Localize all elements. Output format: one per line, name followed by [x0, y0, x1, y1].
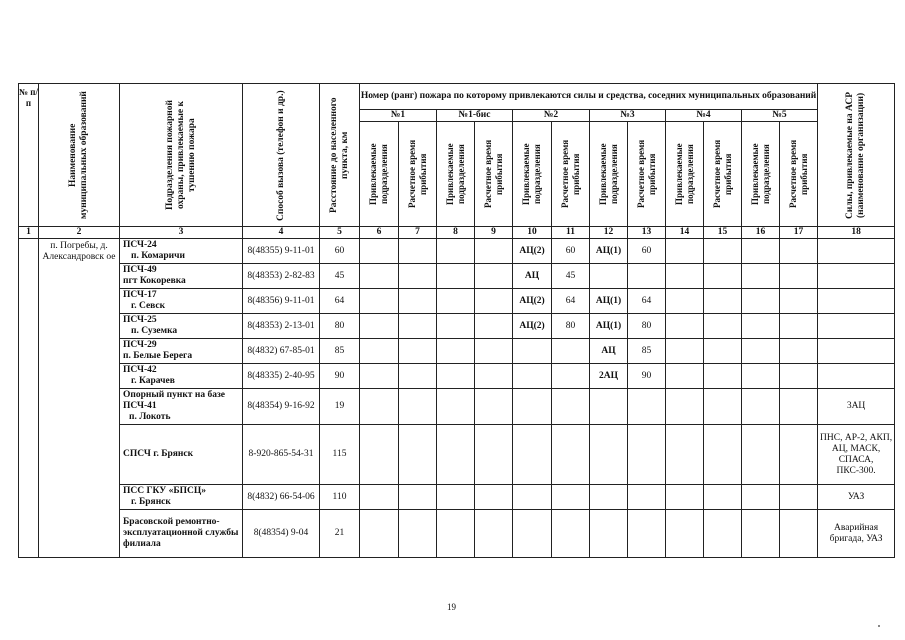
call-method-cell: 8(48356) 9-11-01 — [243, 289, 320, 314]
header-call-method: Способ вызова (телефон и др.) — [243, 84, 320, 227]
sub-time-1: Расчетное время прибытия — [399, 122, 437, 227]
rank1-units-cell — [360, 314, 399, 339]
rank-2: №2 — [513, 110, 590, 122]
rank3-time-cell: 80 — [628, 314, 666, 339]
rank4-units-cell — [666, 239, 704, 264]
rank3-units-cell — [590, 389, 628, 425]
rank3-time-cell: 85 — [628, 339, 666, 364]
rank5-time-cell — [780, 425, 818, 485]
sub-units-5: Привлекаемые подразделения — [742, 122, 780, 227]
rank3-units-cell: АЦ(1) — [590, 289, 628, 314]
sub-time-1bis: Расчетное время прибытия — [475, 122, 513, 227]
rank1-time-cell — [399, 289, 437, 314]
distance-cell: 80 — [320, 314, 360, 339]
unit-location: г. Карачев — [131, 376, 175, 386]
rank2-units-cell — [513, 425, 552, 485]
rank1bis-units-cell — [437, 314, 475, 339]
rank1bis-time-cell — [475, 289, 513, 314]
rank1-units-cell — [360, 289, 399, 314]
rank5-time-cell — [780, 339, 818, 364]
rank4-units-cell — [666, 339, 704, 364]
unit-name: ПСС ГКУ «БПСЦ» — [123, 486, 206, 496]
rank1-units-cell — [360, 425, 399, 485]
rank1bis-units-cell — [437, 339, 475, 364]
table-row — [19, 314, 895, 339]
rank1bis-time-cell — [475, 485, 513, 510]
rank2-units-cell: АЦ(2) — [513, 314, 552, 339]
header-rank-title: Номер (ранг) пожара по которому привлекаются силы и средства, соседних муниципальных образований — [360, 84, 818, 110]
table-row — [19, 339, 895, 364]
rank1-time-cell — [399, 510, 437, 558]
rank1-time-cell — [399, 425, 437, 485]
rank2-time-cell — [552, 485, 590, 510]
rank5-units-cell — [742, 425, 780, 485]
table-row — [19, 264, 895, 289]
rank3-units-cell: 2АЦ — [590, 364, 628, 389]
rank1bis-time-cell — [475, 364, 513, 389]
rank3-units-cell: АЦ(1) — [590, 314, 628, 339]
asr-forces-cell — [818, 264, 895, 289]
table-row — [19, 364, 895, 389]
col-num: 7 — [399, 227, 437, 239]
rank4-units-cell — [666, 314, 704, 339]
table-row — [19, 239, 895, 264]
rank4-time-cell — [704, 289, 742, 314]
rank1bis-units-cell — [437, 264, 475, 289]
rank4-time-cell — [704, 485, 742, 510]
rank-4: №4 — [666, 110, 742, 122]
distance-cell: 19 — [320, 389, 360, 425]
unit-location: п. Локоть — [129, 412, 171, 422]
rank4-time-cell — [704, 425, 742, 485]
rank1bis-time-cell — [475, 389, 513, 425]
unit-cell — [120, 425, 243, 485]
call-method-cell: 8(48335) 2-40-95 — [243, 364, 320, 389]
rank2-units-cell — [513, 389, 552, 425]
rank5-units-cell — [742, 264, 780, 289]
sub-units-4: Привлекаемые подразделения — [666, 122, 704, 227]
rank4-units-cell — [666, 389, 704, 425]
rank5-time-cell — [780, 289, 818, 314]
rank1-units-cell — [360, 389, 399, 425]
rank5-time-cell — [780, 389, 818, 425]
rank4-time-cell — [704, 314, 742, 339]
rank1-units-cell — [360, 339, 399, 364]
col-num: 12 — [590, 227, 628, 239]
asr-forces-cell — [818, 239, 895, 264]
row-number-cell — [19, 239, 39, 558]
unit-cell — [120, 264, 243, 289]
rank-3: №3 — [590, 110, 666, 122]
rank2-time-cell — [552, 389, 590, 425]
rank1-units-cell — [360, 239, 399, 264]
rank1-time-cell — [399, 239, 437, 264]
col-num: 1 — [19, 227, 39, 239]
header-n: № п/п — [19, 84, 39, 227]
asr-forces-cell — [818, 339, 895, 364]
unit-cell — [120, 314, 243, 339]
rank1bis-units-cell — [437, 289, 475, 314]
distance-cell: 64 — [320, 289, 360, 314]
distance-cell: 21 — [320, 510, 360, 558]
sub-units-2: Привлекаемые подразделения — [513, 122, 552, 227]
call-method-cell: 8(48355) 9-11-01 — [243, 239, 320, 264]
call-method-cell: 8-920-865-54-31 — [243, 425, 320, 485]
unit-name: ПСЧ-42 — [123, 365, 157, 375]
distance-cell: 110 — [320, 485, 360, 510]
rank-1-bis: №1-бис — [437, 110, 513, 122]
rank1bis-units-cell — [437, 485, 475, 510]
rank3-time-cell — [628, 264, 666, 289]
rank4-units-cell — [666, 364, 704, 389]
rank1bis-time-cell — [475, 510, 513, 558]
rank4-time-cell — [704, 389, 742, 425]
rank1bis-units-cell — [437, 510, 475, 558]
col-num: 18 — [818, 227, 895, 239]
rank1bis-units-cell — [437, 239, 475, 264]
asr-forces-cell — [818, 289, 895, 314]
rank5-units-cell — [742, 289, 780, 314]
unit-name: Брасовской ремонтно-эксплуатационной службы филиала — [123, 517, 239, 549]
unit-name: Опорный пункт на базе ПСЧ-41 — [123, 390, 225, 411]
col-num: 8 — [437, 227, 475, 239]
rank2-time-cell — [552, 339, 590, 364]
rank5-units-cell — [742, 314, 780, 339]
rank1-units-cell — [360, 364, 399, 389]
unit-cell — [120, 389, 243, 425]
rank5-time-cell — [780, 364, 818, 389]
unit-cell — [120, 485, 243, 510]
col-num: 3 — [120, 227, 243, 239]
scan-speck — [878, 625, 880, 627]
rank2-time-cell: 60 — [552, 239, 590, 264]
table-row — [19, 389, 895, 425]
rank5-time-cell — [780, 485, 818, 510]
rank-1: №1 — [360, 110, 437, 122]
table-row — [19, 425, 895, 485]
rank4-time-cell — [704, 510, 742, 558]
rank3-units-cell — [590, 425, 628, 485]
rank4-units-cell — [666, 425, 704, 485]
distance-cell: 90 — [320, 364, 360, 389]
rank5-units-cell — [742, 364, 780, 389]
rank2-time-cell: 80 — [552, 314, 590, 339]
call-method-cell: 8(48354) 9-04 — [243, 510, 320, 558]
rank3-units-cell — [590, 485, 628, 510]
rank1bis-units-cell — [437, 389, 475, 425]
unit-name: ПСЧ-17 — [123, 290, 157, 300]
rank2-units-cell: АЦ — [513, 264, 552, 289]
unit-location: г. Брянск — [131, 497, 171, 507]
col-num: 6 — [360, 227, 399, 239]
rank1-time-cell — [399, 339, 437, 364]
rank1bis-time-cell — [475, 239, 513, 264]
distance-cell: 85 — [320, 339, 360, 364]
col-num: 15 — [704, 227, 742, 239]
rank5-units-cell — [742, 389, 780, 425]
rank4-time-cell — [704, 264, 742, 289]
rank4-units-cell — [666, 485, 704, 510]
unit-name: ПСЧ-24 — [123, 240, 157, 250]
sub-units-3: Привлекаемые подразделения — [590, 122, 628, 227]
rank3-time-cell — [628, 425, 666, 485]
rank4-units-cell — [666, 289, 704, 314]
rank1bis-time-cell — [475, 314, 513, 339]
col-num: 2 — [39, 227, 120, 239]
col-num: 16 — [742, 227, 780, 239]
col-num: 11 — [552, 227, 590, 239]
call-method-cell: 8(48353) 2-13-01 — [243, 314, 320, 339]
rank3-units-cell — [590, 264, 628, 289]
asr-forces-cell: ПНС, АР-2, АКП, АЦ, МАСК, СПАСА, ПКС-300. — [818, 425, 895, 485]
rank1bis-time-cell — [475, 339, 513, 364]
rank3-time-cell: 64 — [628, 289, 666, 314]
rank3-time-cell: 90 — [628, 364, 666, 389]
rank1-units-cell — [360, 510, 399, 558]
unit-cell — [120, 289, 243, 314]
unit-location: п. Белые Берега — [123, 351, 193, 361]
unit-name: ПСЧ-25 — [123, 315, 157, 325]
rank4-time-cell — [704, 339, 742, 364]
col-num: 17 — [780, 227, 818, 239]
rank4-units-cell — [666, 264, 704, 289]
rank4-units-cell — [666, 510, 704, 558]
asr-forces-cell: 3АЦ — [818, 389, 895, 425]
rank2-units-cell — [513, 510, 552, 558]
rank2-time-cell — [552, 364, 590, 389]
rank1-units-cell — [360, 485, 399, 510]
unit-location: пгт Кокоревка — [123, 276, 186, 286]
rank3-units-cell: АЦ — [590, 339, 628, 364]
rank1-time-cell — [399, 485, 437, 510]
rank1-time-cell — [399, 389, 437, 425]
fire-forces-table — [18, 83, 895, 558]
col-num: 4 — [243, 227, 320, 239]
rank4-time-cell — [704, 364, 742, 389]
rank3-time-cell — [628, 389, 666, 425]
unit-name: ПСЧ-29 — [123, 340, 157, 350]
rank2-time-cell — [552, 510, 590, 558]
col-num: 10 — [513, 227, 552, 239]
distance-cell: 60 — [320, 239, 360, 264]
asr-forces-cell — [818, 364, 895, 389]
rank2-units-cell — [513, 485, 552, 510]
rank5-units-cell — [742, 485, 780, 510]
sub-time-5: Расчетное время прибытия — [780, 122, 818, 227]
rank-5: №5 — [742, 110, 818, 122]
rank3-time-cell: 60 — [628, 239, 666, 264]
rank1bis-time-cell — [475, 425, 513, 485]
col-num: 14 — [666, 227, 704, 239]
call-method-cell: 8(48354) 9-16-92 — [243, 389, 320, 425]
sub-time-3: Расчетное время прибытия — [628, 122, 666, 227]
unit-name: ПСЧ-49 — [123, 265, 157, 275]
col-num: 9 — [475, 227, 513, 239]
rank4-time-cell — [704, 239, 742, 264]
unit-location: г. Севск — [131, 301, 166, 311]
unit-location: п. Комаричи — [131, 251, 185, 261]
rank1-time-cell — [399, 314, 437, 339]
rank1-time-cell — [399, 264, 437, 289]
rank5-units-cell — [742, 239, 780, 264]
rank5-time-cell — [780, 239, 818, 264]
rank1bis-units-cell — [437, 364, 475, 389]
rank2-units-cell — [513, 364, 552, 389]
distance-cell: 45 — [320, 264, 360, 289]
rank2-units-cell — [513, 339, 552, 364]
rank5-time-cell — [780, 264, 818, 289]
unit-name: СПСЧ г. Брянск — [123, 449, 194, 459]
rank3-units-cell: АЦ(1) — [590, 239, 628, 264]
sub-units-1: Привлекаемые подразделения — [360, 122, 399, 227]
rank1-time-cell — [399, 364, 437, 389]
rank5-units-cell — [742, 339, 780, 364]
call-method-cell: 8(4832) 66-54-06 — [243, 485, 320, 510]
distance-cell: 115 — [320, 425, 360, 485]
sub-time-4: Расчетное время прибытия — [704, 122, 742, 227]
unit-location: п. Суземка — [131, 326, 178, 336]
municipality-cell: п. Погребы, д. Александровск ое — [39, 239, 120, 558]
rank1-units-cell — [360, 264, 399, 289]
call-method-cell: 8(48353) 2-82-83 — [243, 264, 320, 289]
rank3-time-cell — [628, 510, 666, 558]
header-municipality: Наименование муниципальных образований — [39, 84, 120, 227]
col-num: 13 — [628, 227, 666, 239]
col-num: 5 — [320, 227, 360, 239]
rank2-units-cell: АЦ(2) — [513, 289, 552, 314]
sub-units-1bis: Привлекаемые подразделения — [437, 122, 475, 227]
rank3-units-cell — [590, 510, 628, 558]
header-distance: Расстояние до населенного пункта, км — [320, 84, 360, 227]
rank2-time-cell — [552, 425, 590, 485]
rank5-time-cell — [780, 510, 818, 558]
sub-time-2: Расчетное время прибытия — [552, 122, 590, 227]
call-method-cell: 8(4832) 67-85-01 — [243, 339, 320, 364]
rank1bis-time-cell — [475, 264, 513, 289]
header-unit: Подразделения пожарной охраны, привлекаемые к тушению пожара — [120, 84, 243, 227]
column-number-row — [19, 227, 895, 239]
table-row — [19, 510, 895, 558]
unit-cell — [120, 339, 243, 364]
unit-cell — [120, 510, 243, 558]
unit-cell — [120, 239, 243, 264]
rank2-time-cell: 64 — [552, 289, 590, 314]
rank1bis-units-cell — [437, 425, 475, 485]
rank5-time-cell — [780, 314, 818, 339]
rank5-units-cell — [742, 510, 780, 558]
header-asr: Силы, привлекаемые на АСР (наименование организации) — [818, 84, 895, 227]
asr-forces-cell: УАЗ — [818, 485, 895, 510]
asr-forces-cell — [818, 314, 895, 339]
page-number: 19 — [447, 602, 456, 612]
asr-forces-cell: Аварийная бригада, УАЗ — [818, 510, 895, 558]
rank2-units-cell: АЦ(2) — [513, 239, 552, 264]
rank3-time-cell — [628, 485, 666, 510]
table-row — [19, 289, 895, 314]
unit-cell — [120, 364, 243, 389]
rank2-time-cell: 45 — [552, 264, 590, 289]
table-row — [19, 485, 895, 510]
